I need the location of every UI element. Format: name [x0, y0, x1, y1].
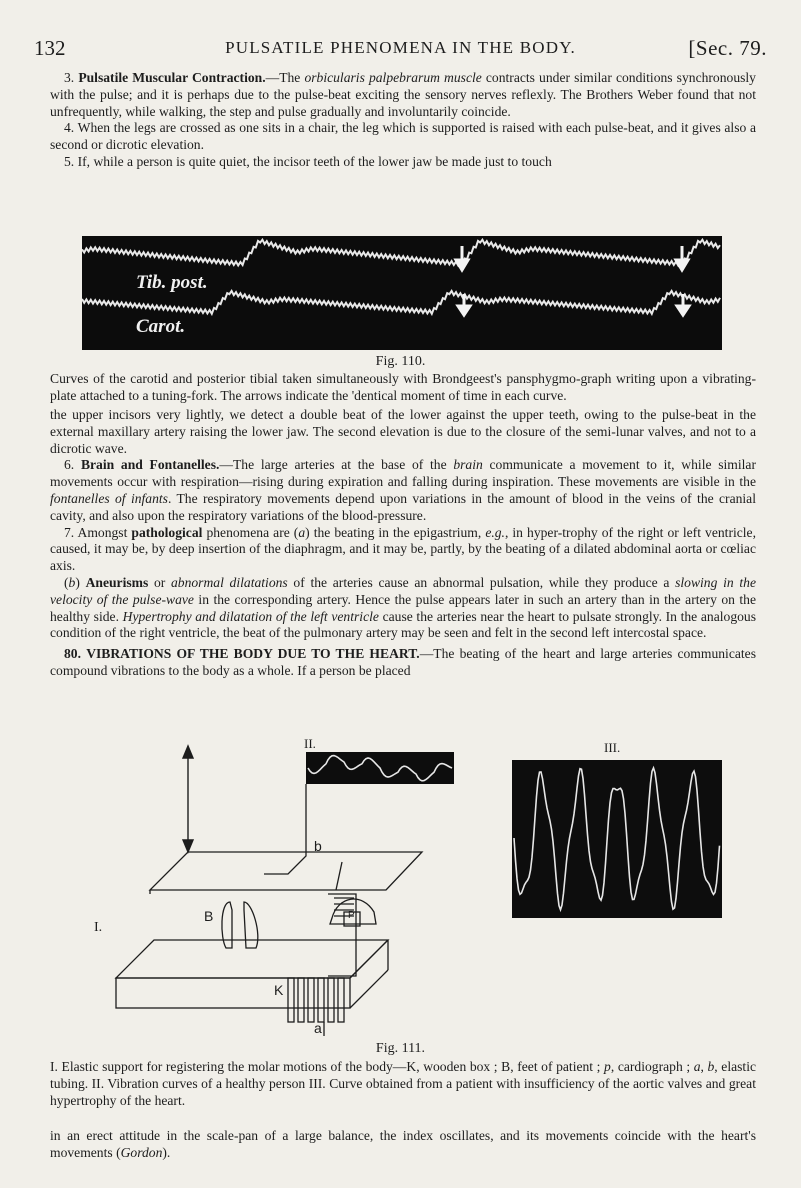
- paragraph-section-80: 80. VIBRATIONS OF THE BODY DUE TO THE HEART.—The beating of the heart and large arteries communicates compound vibrations to the body as a whole. If a person be placed: [50, 646, 756, 678]
- item-3-heading: Pulsatile Muscular Contraction.: [78, 70, 266, 85]
- vertical-arrow: [183, 746, 193, 852]
- section-80-heading: VIBRATIONS OF THE BODY DUE TO THE HEART.: [86, 646, 420, 662]
- tube-label-b: b: [314, 838, 322, 854]
- paragraph-item-6: 6. Brain and Fontanelles.—The large arteries at the base of the brain communicate a movement to it, while similar movements occur with respiration—rising during expiration and falling during inspiration. These movements are visible in the fontanelles of infants. The respiratory movements depend upon variations in the amount of blood in the veins of the cranial cavity, and also upon the respiratory variations of the blood-pressure.: [50, 457, 756, 523]
- panel-I-label: I.: [94, 920, 103, 935]
- trace-label-tibial: Tib. post.: [136, 272, 208, 293]
- paragraph-item-5: 5. If, while a person is quite quiet, the incisor teeth of the lower jaw be made just to touch: [64, 153, 552, 169]
- item-6-heading: Brain and Fontanelles.: [80, 457, 220, 473]
- cardiograph-label-p: P: [348, 910, 355, 921]
- figure-110-pulse-tracings: [82, 236, 722, 350]
- bottom-text-block: [50, 1128, 756, 1162]
- paragraph-item-3: 3. Pulsatile Muscular Contraction.—The orbicularis palpebrarum muscle contracts under similar conditions synchronously with the pulse; and it is perhaps due to the pulse-beat exciting the sensory nerves reflexly. The Brothers Weber found that not unfrequently, while walking, the step and pulse gradually and involuntarily coincide.: [50, 70, 756, 119]
- carotid-trace: [82, 291, 720, 314]
- box-label-K: K: [274, 982, 284, 998]
- trace-label-carotid: Carot.: [136, 316, 186, 337]
- figure-111-caption: I. Elastic support for registering the molar motions of the body—K, wooden box ; B, feet of patient ; p, cardiograph ; a, b, elastic tubing. II. Vibration curves of a healthy person III. Curve obtained from a patient with insufficiency of the aortic valves and great hypertrophy of the heart.: [50, 1059, 757, 1108]
- figure-110-caption: Curves of the carotid and posterior tibial taken simultaneously with Brondgeest's pansphygmo-graph writing upon a vibrating-plate attached to a tuning-fork. The arrows indicate the 'dentical moment of time in each curve.: [50, 371, 756, 403]
- paragraph-closing: in an erect attitude in the scale-pan of a large balance, the index oscillates, and its movements coincide with the heart's movements (Gordon).: [50, 1128, 756, 1160]
- paragraph-item-7: 7. Amongst pathological phenomena are (a) the beating in the epigastrium, e.g., in hyper-trophy of the right or left ventricle, caused, it may be, by deep insertion of the diaphragm, and it may be, partly, by the beating of a dilated abdominal aorta or cœliac axis.: [50, 524, 756, 574]
- figure-111-apparatus: [92, 736, 722, 1038]
- apparatus-diagram-svg: [92, 742, 722, 1038]
- middle-text-block: [50, 407, 756, 680]
- page-number: 132: [34, 36, 66, 60]
- feet-label-B: B: [204, 908, 214, 924]
- tibial-trace: [82, 240, 720, 266]
- running-title: PULSATILE PHENOMENA IN THE BODY.: [225, 38, 576, 57]
- paragraph-item-4: 4. When the legs are crossed as one sits in a chair, the leg which is supported is raised with each pulse-beat, and it gives also a second or dicrotic elevation.: [50, 120, 756, 153]
- panel-II-label: II.: [304, 736, 316, 751]
- figure-111-title: Fig. 111.: [375, 1041, 426, 1056]
- section-reference: [Sec. 79.: [688, 36, 767, 60]
- spring-coils: [288, 894, 356, 1022]
- elastic-support-drawing: [116, 784, 422, 1036]
- page-header: [34, 36, 767, 66]
- figure-110-title: Fig. 110.: [375, 354, 426, 369]
- paragraph-item-7b: (b) Aneurisms or abnormal dilatations of the arteries cause an abnormal pulsation, while they produce a slowing in the velocity of the pulse-wave in the corresponding artery. Hence the pulse appears later in such an artery than in the artery on the healthy side. Hypertrophy and dilatation of the left ventricle cause the arteries near the heart to pulsate strongly. In the analogous condition of the right ventricle, the beat of the pulmonary artery may be seen and felt in the second left intercostal space.: [50, 574, 756, 641]
- tube-label-a: a: [314, 1020, 322, 1036]
- top-text-block: [50, 70, 756, 171]
- paragraph-item-5-continued: the upper incisors very lightly, we detect a double beat of the lower against the upper teeth, owing to the pulse-beat in the external maxillary artery raising the lower jaw. The second elevation is due to the closure of the semi-lunar valves, and not to a dicrotic wave.: [50, 407, 756, 456]
- panel-III-label: III.: [604, 740, 621, 755]
